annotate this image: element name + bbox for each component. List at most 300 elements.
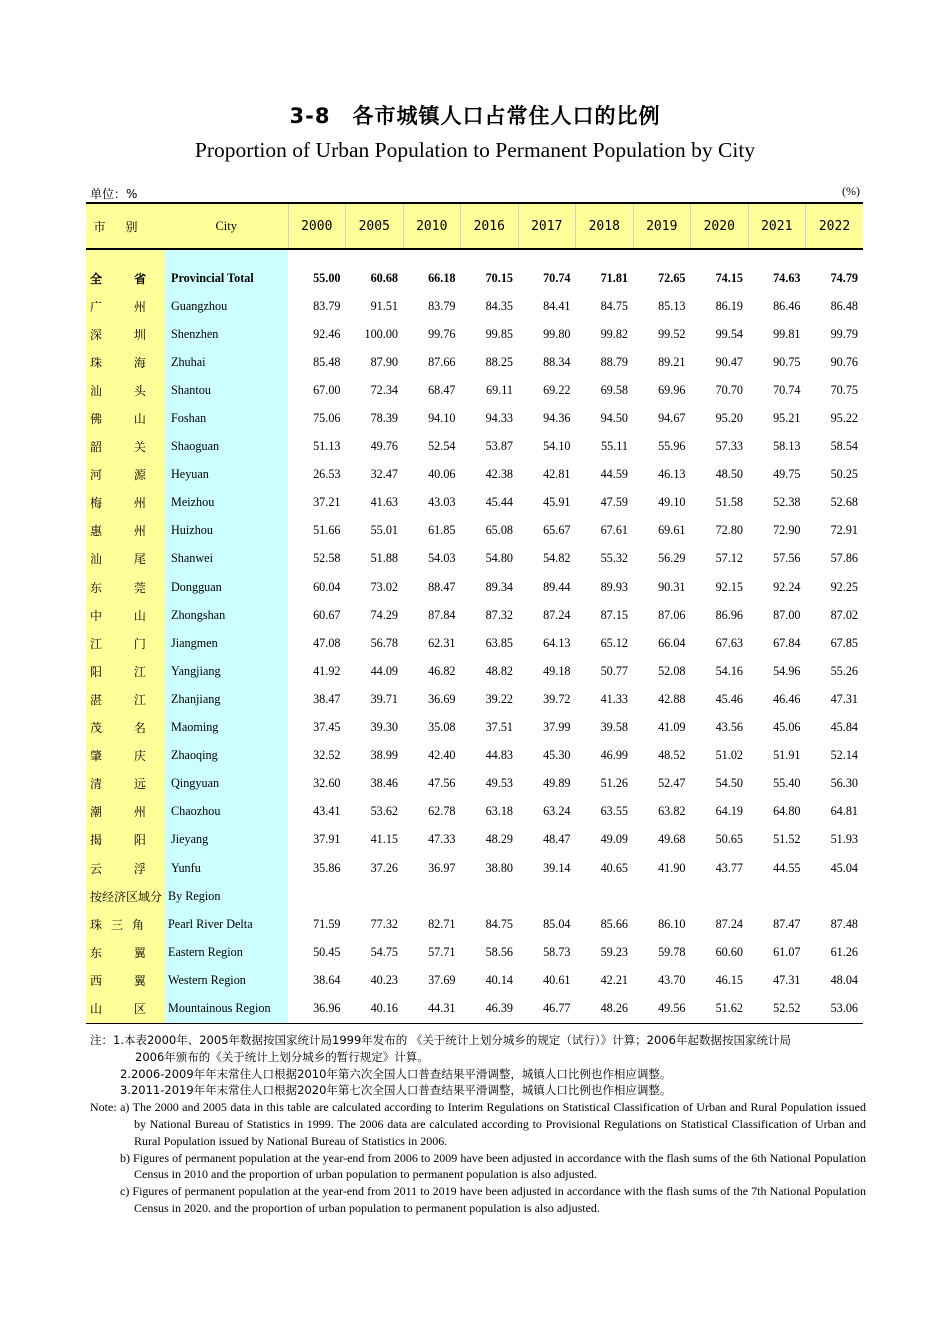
value-cell: [633, 882, 691, 910]
value-cell: 92.24: [773, 579, 801, 594]
value-cell: 39.14: [543, 860, 571, 875]
value-cell: 75.06: [313, 411, 341, 426]
value-cell: 39.71: [370, 691, 398, 706]
value-cell: [748, 882, 806, 910]
table-row: [86, 798, 863, 826]
value-cell: 50.25: [830, 467, 858, 482]
value-cell: 44.83: [485, 748, 513, 763]
row-label-en: Pearl River Delta: [165, 910, 288, 938]
row-label-cn: 肇 庆: [86, 742, 165, 770]
value-cell: 46.77: [518, 994, 576, 1023]
value-cell: 39.22: [485, 691, 513, 706]
value-cell: 74.79: [830, 270, 858, 285]
value-cell: 92.46: [313, 326, 341, 341]
value-cell: 87.24: [715, 916, 743, 931]
row-label-en: Zhaoqing: [165, 742, 288, 770]
value-cell: 49.76: [370, 439, 398, 454]
row-label-en: Qingyuan: [165, 770, 288, 798]
table-row: [86, 601, 863, 629]
value-cell: 59.23: [600, 944, 628, 959]
value-cell: 85.13: [658, 298, 686, 313]
value-cell: 36.96: [288, 994, 346, 1023]
value-cell: 37.26: [370, 860, 398, 875]
value-cell: [461, 882, 519, 910]
value-cell: 37.21: [313, 495, 341, 510]
value-cell: 55.32: [600, 551, 628, 566]
value-cell: 50.65: [715, 832, 743, 847]
value-cell: 87.00: [773, 607, 801, 622]
row-label-cn: 佛 山: [86, 404, 165, 432]
table-row: [86, 461, 863, 489]
value-cell: 60.67: [313, 607, 341, 622]
value-cell: 49.75: [773, 467, 801, 482]
value-cell: 42.38: [485, 467, 513, 482]
row-label-cn: 东 翼: [86, 938, 165, 966]
value-cell: 88.34: [543, 354, 571, 369]
row-label-cn: 东 莞: [86, 573, 165, 601]
value-cell: 43.41: [313, 804, 341, 819]
row-label-cn: 江 门: [86, 629, 165, 657]
value-cell: 86.96: [715, 607, 743, 622]
value-cell: 41.09: [658, 720, 686, 735]
value-cell: 84.41: [543, 298, 571, 313]
header-year: 2022: [806, 203, 864, 249]
value-cell: 51.58: [715, 495, 743, 510]
table-row: [86, 376, 863, 404]
value-cell: 61.07: [773, 944, 801, 959]
row-label-cn: 按经济区域分: [86, 882, 165, 910]
row-label-en: Zhuhai: [165, 348, 288, 376]
value-cell: 48.52: [658, 748, 686, 763]
row-label-en: Shanwei: [165, 545, 288, 573]
value-cell: 51.93: [830, 832, 858, 847]
value-cell: 86.19: [715, 298, 743, 313]
value-cell: 62.31: [428, 635, 456, 650]
row-label-cn: 河 源: [86, 461, 165, 489]
note-en-b: b) Figures of permanent population at the year-end from 2006 to 2009 have been adjusted in accordance with the flash sums of the 6th National Population Census in 2010 and the proportion of urban population to permanent population is also adjusted.: [120, 1150, 866, 1182]
header-year: 2020: [691, 203, 749, 249]
value-cell: 99.81: [773, 326, 801, 341]
value-cell: 43.70: [658, 972, 686, 987]
value-cell: 38.99: [370, 748, 398, 763]
table-row: [86, 994, 863, 1023]
value-cell: 52.52: [748, 994, 806, 1023]
value-cell: 37.45: [313, 720, 341, 735]
value-cell: 87.02: [830, 607, 858, 622]
value-cell: 49.09: [600, 832, 628, 847]
value-cell: 56.30: [830, 776, 858, 791]
value-cell: 51.13: [313, 439, 341, 454]
value-cell: 63.82: [658, 804, 686, 819]
value-cell: 44.09: [370, 663, 398, 678]
value-cell: 64.80: [773, 804, 801, 819]
table-row: [86, 854, 863, 882]
value-cell: 54.75: [370, 944, 398, 959]
value-cell: 49.53: [485, 776, 513, 791]
value-cell: 52.14: [830, 748, 858, 763]
row-label-en: Zhongshan: [165, 601, 288, 629]
value-cell: 56.78: [370, 635, 398, 650]
value-cell: 47.31: [773, 972, 801, 987]
value-cell: 32.47: [370, 467, 398, 482]
value-cell: 66.04: [658, 635, 686, 650]
header-year: 2010: [403, 203, 461, 249]
value-cell: [518, 882, 576, 910]
value-cell: 52.58: [313, 551, 341, 566]
page-title-english: Proportion of Urban Population to Permanent Population by City: [194, 138, 756, 162]
note-cn-2: 2.2006-2009年年末常住人口根据2010年第六次全国人口普查结果平滑调整，城镇人口比例也作相应调整。: [120, 1066, 672, 1081]
value-cell: 51.02: [715, 748, 743, 763]
value-cell: 39.58: [600, 720, 628, 735]
value-cell: 95.20: [715, 411, 743, 426]
value-cell: 88.25: [485, 354, 513, 369]
value-cell: 54.10: [543, 439, 571, 454]
value-cell: 37.91: [313, 832, 341, 847]
spacer-row: [86, 249, 863, 264]
value-cell: 86.48: [830, 298, 858, 313]
value-cell: 64.19: [715, 804, 743, 819]
value-cell: 89.21: [658, 354, 686, 369]
table-row: [86, 657, 863, 685]
row-label-cn: 中 山: [86, 601, 165, 629]
value-cell: 58.54: [830, 439, 858, 454]
value-cell: 52.47: [658, 776, 686, 791]
value-cell: 26.53: [313, 467, 341, 482]
value-cell: 87.48: [830, 916, 858, 931]
value-cell: 71.59: [313, 916, 341, 931]
row-label-en: Shantou: [165, 376, 288, 404]
value-cell: 46.82: [428, 663, 456, 678]
value-cell: 53.06: [806, 994, 864, 1023]
value-cell: 67.61: [600, 523, 628, 538]
row-label-en: Jieyang: [165, 826, 288, 854]
row-label-en: Jiangmen: [165, 629, 288, 657]
value-cell: 47.59: [600, 495, 628, 510]
value-cell: 87.47: [773, 916, 801, 931]
row-label-cn: 汕 头: [86, 376, 165, 404]
value-cell: 68.47: [428, 382, 456, 397]
value-cell: 32.60: [313, 776, 341, 791]
value-cell: 46.99: [600, 748, 628, 763]
row-label-cn: 珠 海: [86, 348, 165, 376]
note-en-c: c) Figures of permanent population at the year-end from 2011 to 2019 have been adjusted in accordance with the flash sums of the 7th National Population Census in 2020. and the proportion of urban population to permanent population is also adjusted.: [120, 1184, 866, 1215]
value-cell: 38.47: [313, 691, 341, 706]
value-cell: 69.58: [600, 382, 628, 397]
value-cell: 65.67: [543, 523, 571, 538]
value-cell: 46.39: [461, 994, 519, 1023]
value-cell: 55.01: [370, 523, 398, 538]
value-cell: 40.16: [346, 994, 404, 1023]
value-cell: 41.63: [370, 495, 398, 510]
value-cell: 94.36: [543, 411, 571, 426]
value-cell: 88.47: [428, 579, 456, 594]
value-cell: 37.51: [485, 720, 513, 735]
table-row: [86, 348, 863, 376]
row-label-en: Zhanjiang: [165, 685, 288, 713]
row-label-en: By Region: [165, 882, 288, 910]
value-cell: 38.64: [313, 972, 341, 987]
value-cell: 49.89: [543, 776, 571, 791]
value-cell: [288, 882, 346, 910]
value-cell: 87.06: [658, 607, 686, 622]
value-cell: 48.29: [485, 832, 513, 847]
value-cell: 90.75: [773, 354, 801, 369]
value-cell: [346, 882, 404, 910]
value-cell: 89.44: [543, 579, 571, 594]
value-cell: 87.32: [485, 607, 513, 622]
header-year: 2017: [518, 203, 576, 249]
table-row: [86, 882, 863, 910]
value-cell: 41.92: [313, 663, 341, 678]
row-label-en: Foshan: [165, 404, 288, 432]
value-cell: 37.69: [428, 972, 456, 987]
row-label-cn: 西 翼: [86, 966, 165, 994]
header-year: 2005: [346, 203, 404, 249]
value-cell: 84.75: [485, 916, 513, 931]
value-cell: 35.08: [428, 720, 456, 735]
value-cell: 61.26: [830, 944, 858, 959]
value-cell: 72.91: [830, 523, 858, 538]
table-row: [86, 910, 863, 938]
value-cell: 41.90: [658, 860, 686, 875]
value-cell: 47.08: [313, 635, 341, 650]
value-cell: 48.50: [715, 467, 743, 482]
value-cell: 42.40: [428, 748, 456, 763]
value-cell: 44.31: [403, 994, 461, 1023]
page-title-chinese: 3-8 各市城镇人口占常住人口的比例: [289, 104, 661, 128]
value-cell: 50.45: [313, 944, 341, 959]
value-cell: 64.81: [830, 804, 858, 819]
value-cell: 78.39: [370, 411, 398, 426]
footnotes: [90, 1032, 866, 1217]
value-cell: 87.15: [600, 607, 628, 622]
value-cell: 83.79: [428, 298, 456, 313]
value-cell: 85.04: [543, 916, 571, 931]
value-cell: 72.80: [715, 523, 743, 538]
value-cell: 84.35: [485, 298, 513, 313]
table-row: [86, 489, 863, 517]
header-year: 2021: [748, 203, 806, 249]
value-cell: 87.84: [428, 607, 456, 622]
value-cell: 63.18: [485, 804, 513, 819]
table-row: [86, 714, 863, 742]
row-label-cn: 韶 关: [86, 433, 165, 461]
value-cell: 42.88: [658, 691, 686, 706]
table-body: [86, 249, 863, 1023]
value-cell: 45.44: [485, 495, 513, 510]
value-cell: 61.85: [428, 523, 456, 538]
note-cn-1-cont: 2006年颁布的《关于统计上划分城乡的暂行规定》计算。: [135, 1049, 429, 1064]
value-cell: 48.47: [543, 832, 571, 847]
table-row: [86, 770, 863, 798]
row-label-cn: 云 浮: [86, 854, 165, 882]
table-row: [86, 517, 863, 545]
value-cell: 70.74: [543, 270, 571, 285]
value-cell: 99.76: [428, 326, 456, 341]
value-cell: 95.21: [773, 411, 801, 426]
header-city-en: City: [165, 203, 288, 249]
value-cell: 67.00: [313, 382, 341, 397]
value-cell: 49.10: [658, 495, 686, 510]
row-label-en: Eastern Region: [165, 938, 288, 966]
value-cell: 84.75: [600, 298, 628, 313]
value-cell: 57.12: [715, 551, 743, 566]
value-cell: 56.29: [658, 551, 686, 566]
value-cell: 72.65: [658, 270, 686, 285]
value-cell: 89.34: [485, 579, 513, 594]
value-cell: 71.81: [600, 270, 628, 285]
value-cell: 94.33: [485, 411, 513, 426]
value-cell: 37.99: [543, 720, 571, 735]
row-label-cn: 广 州: [86, 292, 165, 320]
value-cell: 55.00: [313, 270, 341, 285]
row-label-cn: 湛 江: [86, 685, 165, 713]
value-cell: 49.56: [633, 994, 691, 1023]
value-cell: 94.10: [428, 411, 456, 426]
value-cell: 82.71: [428, 916, 456, 931]
value-cell: 60.68: [370, 270, 398, 285]
value-cell: 53.87: [485, 439, 513, 454]
value-cell: 60.60: [715, 944, 743, 959]
value-cell: 41.33: [600, 691, 628, 706]
table-header-row: [86, 203, 863, 249]
value-cell: 47.31: [830, 691, 858, 706]
row-label-cn: 潮 州: [86, 798, 165, 826]
value-cell: 90.31: [658, 579, 686, 594]
value-cell: 58.73: [543, 944, 571, 959]
value-cell: 94.50: [600, 411, 628, 426]
value-cell: 67.84: [773, 635, 801, 650]
value-cell: 99.54: [715, 326, 743, 341]
value-cell: 38.80: [485, 860, 513, 875]
row-label-en: Heyuan: [165, 461, 288, 489]
value-cell: 69.11: [486, 382, 513, 397]
header-city-cn: 市别: [86, 203, 165, 249]
value-cell: 35.86: [313, 860, 341, 875]
value-cell: 73.02: [370, 579, 398, 594]
value-cell: 70.70: [715, 382, 743, 397]
value-cell: 48.82: [485, 663, 513, 678]
value-cell: 57.56: [773, 551, 801, 566]
row-label-cn: 阳 江: [86, 657, 165, 685]
value-cell: 72.34: [370, 382, 398, 397]
value-cell: 40.06: [428, 467, 456, 482]
table-row: [86, 545, 863, 573]
value-cell: 85.48: [313, 354, 341, 369]
value-cell: 58.13: [773, 439, 801, 454]
row-label-cn: 梅 州: [86, 489, 165, 517]
value-cell: 43.77: [715, 860, 743, 875]
value-cell: 54.50: [715, 776, 743, 791]
value-cell: 32.52: [313, 748, 341, 763]
value-cell: 49.18: [543, 663, 571, 678]
table-row: [86, 742, 863, 770]
value-cell: 40.61: [543, 972, 571, 987]
value-cell: 38.46: [370, 776, 398, 791]
value-cell: 47.56: [428, 776, 456, 791]
value-cell: 99.52: [658, 326, 686, 341]
value-cell: 65.12: [600, 635, 628, 650]
value-cell: 70.75: [830, 382, 858, 397]
value-cell: 51.26: [600, 776, 628, 791]
value-cell: 51.52: [773, 832, 801, 847]
value-cell: 45.04: [830, 860, 858, 875]
value-cell: 55.26: [830, 663, 858, 678]
value-cell: 91.51: [370, 298, 398, 313]
table-row: [86, 264, 863, 292]
value-cell: [403, 882, 461, 910]
value-cell: 88.79: [600, 354, 628, 369]
value-cell: 44.55: [773, 860, 801, 875]
value-cell: 42.21: [600, 972, 628, 987]
value-cell: 49.68: [658, 832, 686, 847]
row-label-cn: 山 区: [86, 994, 165, 1023]
value-cell: 83.79: [313, 298, 341, 313]
value-cell: 87.90: [370, 354, 398, 369]
value-cell: 57.33: [715, 439, 743, 454]
value-cell: 53.62: [370, 804, 398, 819]
value-cell: 48.04: [830, 972, 858, 987]
value-cell: 52.38: [773, 495, 801, 510]
value-cell: 54.82: [543, 551, 571, 566]
value-cell: 41.15: [370, 832, 398, 847]
value-cell: 45.91: [543, 495, 571, 510]
value-cell: 60.04: [313, 579, 341, 594]
value-cell: 69.22: [543, 382, 571, 397]
header-year: 2019: [633, 203, 691, 249]
value-cell: 59.78: [658, 944, 686, 959]
value-cell: 62.78: [428, 804, 456, 819]
value-cell: 45.30: [543, 748, 571, 763]
value-cell: 45.84: [830, 720, 858, 735]
row-label-en: Huizhou: [165, 517, 288, 545]
value-cell: 58.56: [485, 944, 513, 959]
row-label-cn: 全 省: [86, 264, 165, 292]
row-label-en: Meizhou: [165, 489, 288, 517]
table-row: [86, 938, 863, 966]
value-cell: 54.16: [715, 663, 743, 678]
value-cell: 74.29: [370, 607, 398, 622]
value-cell: 99.85: [485, 326, 513, 341]
row-label-en: Shaoguan: [165, 433, 288, 461]
value-cell: 86.10: [658, 916, 686, 931]
note-cn-3: 3.2011-2019年年末常住人口根据2020年第七次全国人口普查结果平滑调整，城镇人口比例也作相应调整。: [120, 1083, 672, 1098]
value-cell: 55.40: [773, 776, 801, 791]
value-cell: 67.63: [715, 635, 743, 650]
value-cell: 45.46: [715, 691, 743, 706]
table-row: [86, 573, 863, 601]
value-cell: 69.96: [658, 382, 686, 397]
value-cell: 52.08: [658, 663, 686, 678]
value-cell: 94.67: [658, 411, 686, 426]
row-label-cn: 惠 州: [86, 517, 165, 545]
value-cell: 77.32: [370, 916, 398, 931]
unit-label: 单位：%: [90, 187, 138, 201]
value-cell: 39.72: [543, 691, 571, 706]
value-cell: 99.79: [830, 326, 858, 341]
value-cell: 74.63: [773, 270, 801, 285]
value-cell: 54.03: [428, 551, 456, 566]
value-cell: 51.91: [773, 748, 801, 763]
value-cell: 40.14: [485, 972, 513, 987]
row-label-cn: 汕 尾: [86, 545, 165, 573]
row-label-en: Shenzhen: [165, 320, 288, 348]
row-label-en: Chaozhou: [165, 798, 288, 826]
value-cell: 54.80: [485, 551, 513, 566]
value-cell: 55.11: [601, 439, 628, 454]
value-cell: 50.77: [600, 663, 628, 678]
value-cell: 45.06: [773, 720, 801, 735]
